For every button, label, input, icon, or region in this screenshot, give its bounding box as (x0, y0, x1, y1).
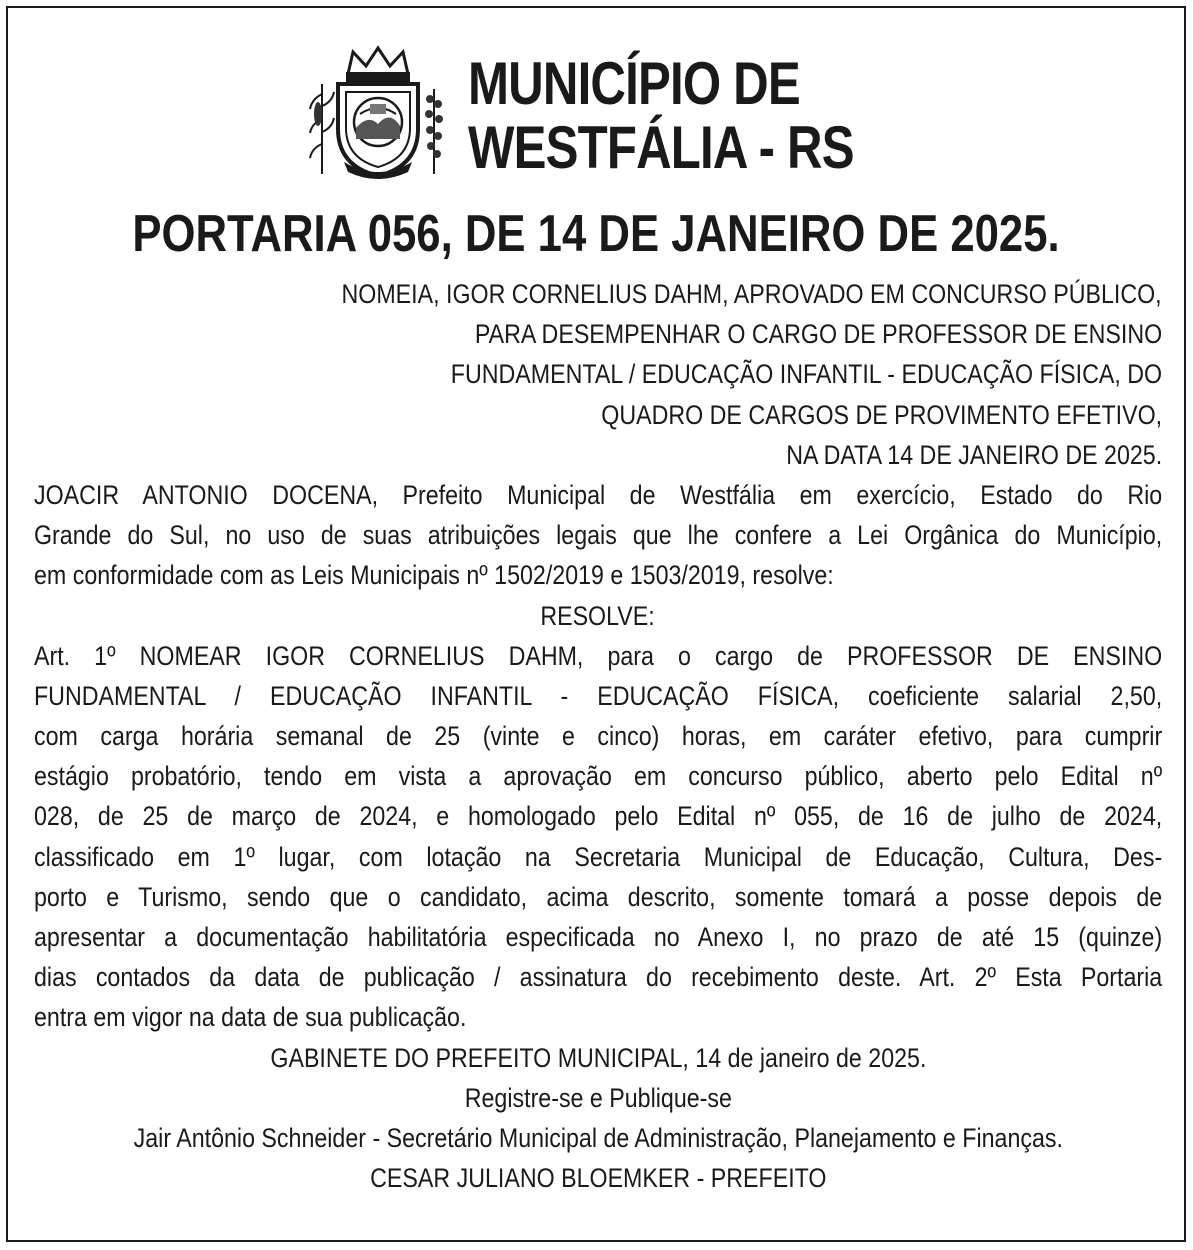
article-line: entra em vigor na data de sua publicação. (34, 1002, 467, 1033)
notice-frame (6, 6, 1186, 1242)
preamble-line: JOACIR ANTONIO DOCENA, Prefeito Municipal de Westfália em exercício, Estado do Rio (34, 479, 1163, 510)
summary-line: FUNDAMENTAL / EDUCAÇÃO INFANTIL - EDUCAÇÃO FÍSICA, DO (450, 359, 1162, 390)
article-line: estágio probatório, tendo em vista a aprovação em concurso público, aberto pelo Edital nº (34, 761, 1163, 792)
article-line: dias contados da data de publicação / assinatura do recebimento deste. Art. 2º Esta Portaria (34, 962, 1163, 993)
registre-line: Registre-se e Publique-se (464, 1082, 732, 1113)
resolve-label: RESOLVE: (540, 600, 656, 631)
preamble-line: em conformidade com as Leis Municipais nº 1502/2019 e 1503/2019, resolve: (34, 560, 834, 591)
article-line: apresentar a documentação habilitatória especificada no Anexo I, no prazo de até 15 (quinze) (34, 922, 1163, 952)
document-body (34, 274, 1162, 1198)
summary-line: PARA DESEMPENHAR O CARGO DE PROFESSOR DE ENSINO (474, 319, 1162, 350)
prefeito-signature: CESAR JULIANO BLOEMKER - PREFEITO (369, 1163, 827, 1194)
article-line: 028, de 25 de março de 2024, e homologado pelo Edital nº 055, de 16 de julho de 2024, (34, 801, 1163, 832)
article-line: porto e Turismo, sendo que o candidato, acima descrito, somente tomará a posse depois de (34, 881, 1163, 912)
article-line: classificado em 1º lugar, com lotação na Secretaria Municipal de Educação, Cultura, Des- (34, 841, 1163, 872)
gabinete-line: GABINETE DO PREFEITO MUNICIPAL, 14 de janeiro de 2025. (269, 1042, 927, 1073)
municipality-title (468, 52, 854, 180)
summary-line: NA DATA 14 DE JANEIRO DE 2025. (786, 439, 1162, 470)
article-line: com carga horária semanal de 25 (vinte e cinco) horas, em caráter efetivo, para cumprir (34, 721, 1163, 752)
municipal-coat-of-arms-icon (308, 44, 448, 184)
municipality-title-line1: MUNICÍPIO DE (468, 50, 800, 117)
portaria-title: PORTARIA 056, DE 14 DE JANEIRO DE 2025. (132, 205, 1060, 263)
summary-line: NOMEIA, IGOR CORNELIUS DAHM, APROVADO EM CONCURSO PÚBLICO, (341, 279, 1162, 309)
preamble-line: Grande do Sul, no uso de suas atribuições legais que lhe confere a Lei Orgânica do Município, (34, 520, 1163, 551)
summary-line: QUADRO DE CARGOS DE PROVIMENTO EFETIVO, (601, 399, 1162, 430)
municipality-title-line2: WESTFÁLIA - RS (468, 114, 854, 181)
header (308, 44, 908, 184)
secretario-signature: Jair Antônio Schneider - Secretário Municipal de Administração, Planejamento e Finanças. (133, 1122, 1063, 1153)
article-line: FUNDAMENTAL / EDUCAÇÃO INFANTIL - EDUCAÇÃO FÍSICA, coeficiente salarial 2,50, (34, 680, 1163, 711)
article-line: Art. 1º NOMEAR IGOR CORNELIUS DAHM, para o cargo de PROFESSOR DE ENSINO (34, 640, 1163, 671)
